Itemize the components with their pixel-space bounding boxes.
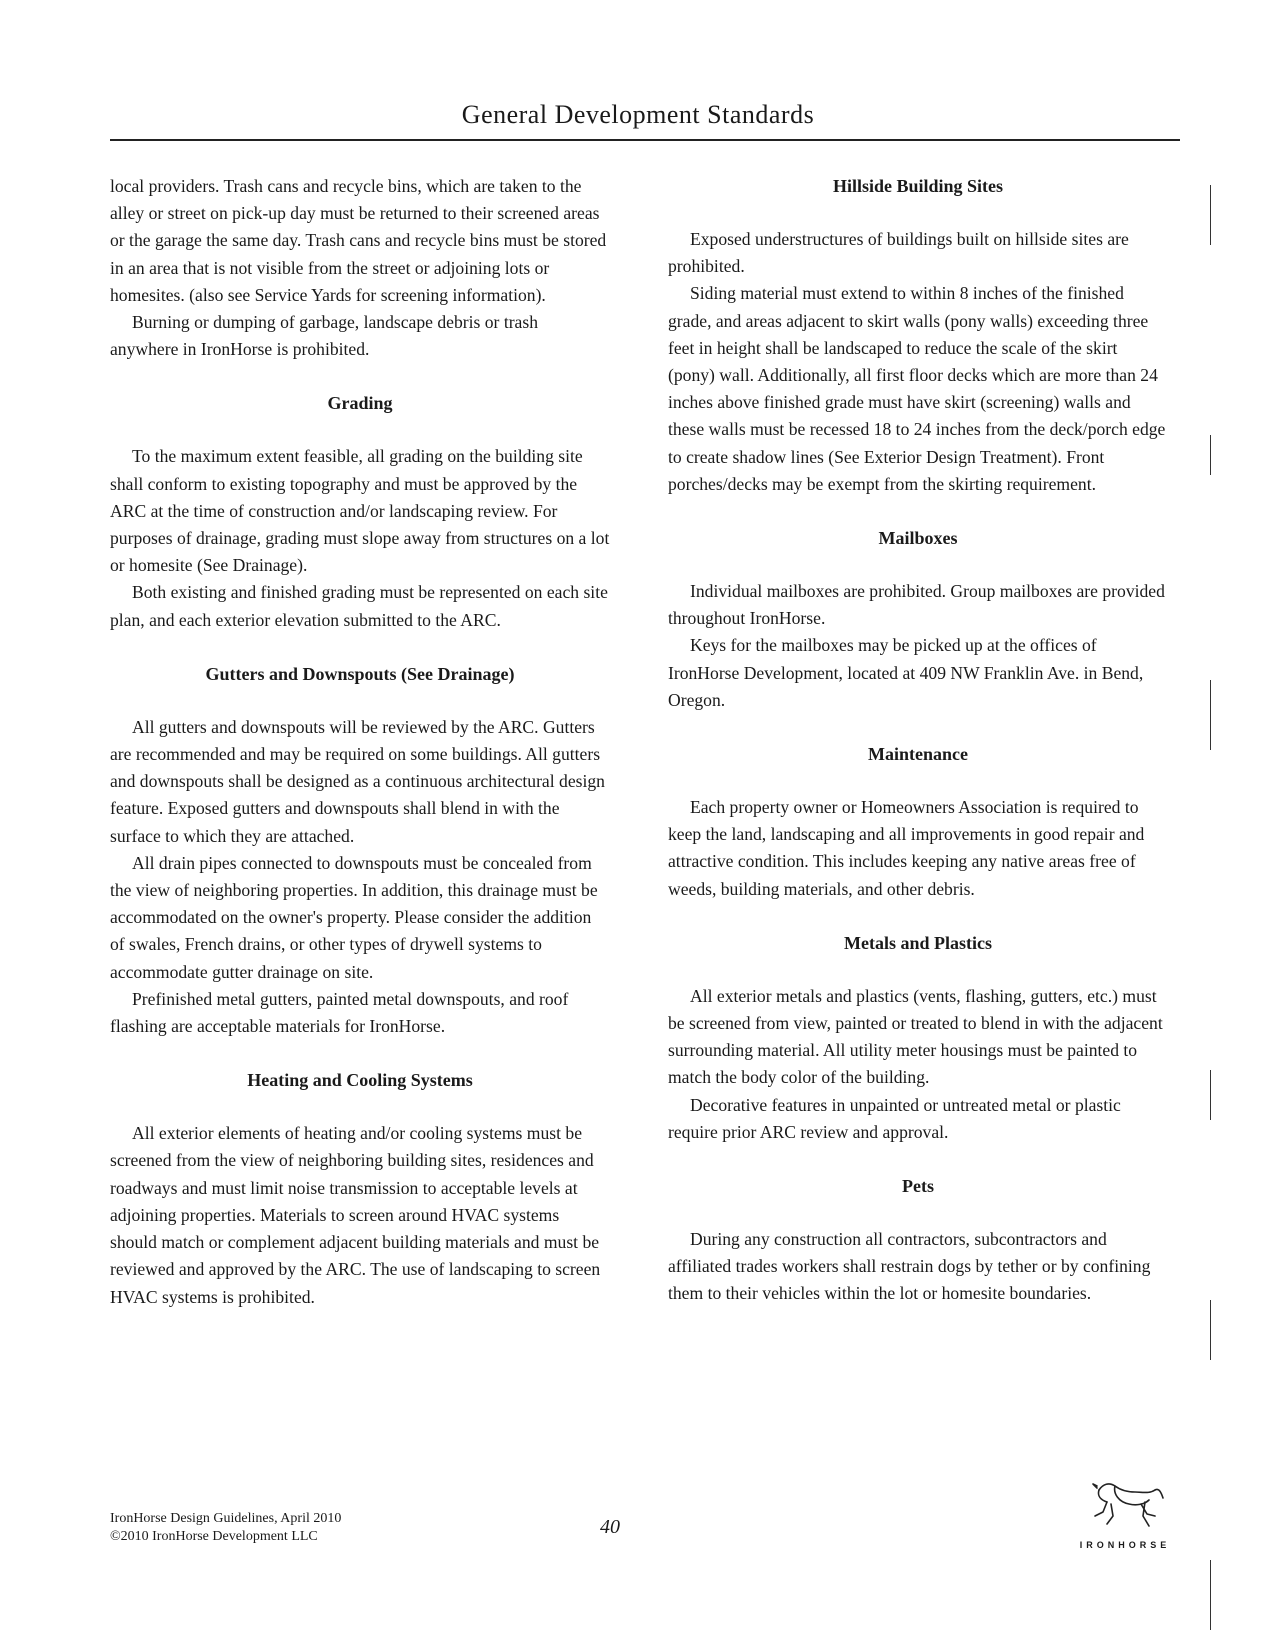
scan-mark xyxy=(1210,185,1211,245)
grading-paragraph-2: Both existing and finished grading must be represented on each site plan, and each exterior elevation submitted to the ARC. xyxy=(110,582,608,630)
grading-heading: Grading xyxy=(327,393,393,414)
footer-line-1: IronHorse Design Guidelines, April 2010 xyxy=(110,1511,342,1526)
scan-mark xyxy=(1210,435,1211,475)
gutters-paragraph-3: Prefinished metal gutters, painted metal downspouts, and roof flashing are acceptable materials for IronHorse. xyxy=(110,988,569,1037)
scan-mark xyxy=(1210,1560,1211,1630)
left-column xyxy=(110,173,610,1311)
intro-paragraph-2: Burning or dumping of garbage, landscape debris or trash anywhere in IronHorse is prohibited. xyxy=(110,312,539,360)
pets-heading: Pets xyxy=(902,1176,934,1197)
right-column xyxy=(668,173,1168,1308)
heating-heading: Heating and Cooling Systems xyxy=(247,1070,473,1091)
gutters-heading: Gutters and Downspouts (See Drainage) xyxy=(205,663,515,684)
mailboxes-paragraph-1: Individual mailboxes are prohibited. Group mailboxes are provided throughout IronHorse. xyxy=(668,581,1165,629)
footer-line-2: ©2010 IronHorse Development LLC xyxy=(110,1529,318,1544)
logo-wordmark: IRONHORSE xyxy=(1079,1540,1171,1550)
ironhorse-logo xyxy=(1060,1476,1190,1550)
scan-mark xyxy=(1210,1300,1211,1360)
gutters-paragraph-1: All gutters and downspouts will be reviewed by the ARC. Gutters are recommended and may be required on some buildings. All gutters and downspouts shall be designed as a continuous architectural design feature. Exposed gutters and downspouts shall blend in with the surface to which they are attached. xyxy=(110,716,605,846)
page-number: 40 xyxy=(600,1516,620,1538)
pets-paragraph-1: During any construction all contractors, subcontractors and affiliated trades workers shall restrain dogs by tether or by confining them to their vehicles within the lot or homesite boundaries. xyxy=(668,1229,1151,1304)
gutters-paragraph-2: All drain pipes connected to downspouts must be concealed from the view of neighboring properties. In addition, this drainage must be accommodated on the owner's property. Please consider the addition of swales, French drains, or other types of drywell systems to accommodate gutter drainage on site. xyxy=(110,852,598,982)
hillside-heading: Hillside Building Sites xyxy=(832,176,1004,196)
scan-mark xyxy=(1210,680,1211,750)
hillside-paragraph-1: Exposed understructures of buildings built on hillside sites are prohibited. xyxy=(668,229,1129,277)
scan-mark xyxy=(1210,1070,1211,1120)
metals-paragraph-2: Decorative features in unpainted or untreated metal or plastic require prior ARC review and approval. xyxy=(668,1094,1121,1142)
grading-paragraph-1: To the maximum extent feasible, all grading on the building site shall conform to existing topography and must be approved by the ARC at the time of construction and/or landscaping review. For purposes of drainage, grading must slope away from structures on a lot or homesite (See Drainage). xyxy=(110,446,610,576)
heating-paragraph-1: All exterior elements of heating and/or cooling systems must be screened from the view of neighboring building sites, residences and roadways and must limit noise transmission to acceptable levels at adjoining properties. Materials to screen around HVAC systems should match or complement adjacent building materials and must be reviewed and approved by the ARC. The use of landscaping to screen HVAC systems is prohibited. xyxy=(110,1123,601,1307)
header-rule xyxy=(110,139,1180,141)
footer-credits xyxy=(110,1510,341,1546)
maintenance-heading: Maintenance xyxy=(868,744,968,765)
mailboxes-paragraph-2: Keys for the mailboxes may be picked up at the offices of IronHorse Development, located at 409 NW Franklin Ave. in Bend, Oregon. xyxy=(668,635,1144,710)
maintenance-paragraph-1: Each property owner or Homeowners Association is required to keep the land, landscaping and all improvements in good repair and attractive condition. This includes keeping any native areas free of weeds, building materials, and other debris. xyxy=(668,797,1145,899)
horse-icon xyxy=(1085,1476,1165,1532)
metals-heading: Metals and Plastics xyxy=(844,932,992,953)
hillside-paragraph-2: Siding material must extend to within 8 inches of the finished grade, and areas adjacent to skirt walls (pony walls) exceeding three feet in height shall be landscaped to reduce the scale of the skirt (pony) wall. Additionally, all first floor decks which are more than 24 inches above finished grade must have skirt (screening) walls and these walls must be recessed 18 to 24 inches from the deck/porch edge to create shadow lines (See Exterior Design Treatment). Front porches/decks may be exempt from the skirting requirement. xyxy=(668,283,1166,494)
page-title: General Development Standards xyxy=(461,100,815,129)
metals-paragraph-1: All exterior metals and plastics (vents, flashing, gutters, etc.) must be screened from view, painted or treated to blend in with the adjacent surrounding material. All utility meter housings must be painted to match the body color of the building. xyxy=(668,985,1163,1088)
intro-paragraph-1: local providers. Trash cans and recycle bins, which are taken to the alley or street on pick-up day must be returned to their screened areas or the garage the same day. Trash cans and recycle bins must be stored in an area that is not visible from the street or adjoining lots or homesites. (also see Service Yards for screening information). xyxy=(110,176,607,305)
mailboxes-heading: Mailboxes xyxy=(878,528,958,549)
